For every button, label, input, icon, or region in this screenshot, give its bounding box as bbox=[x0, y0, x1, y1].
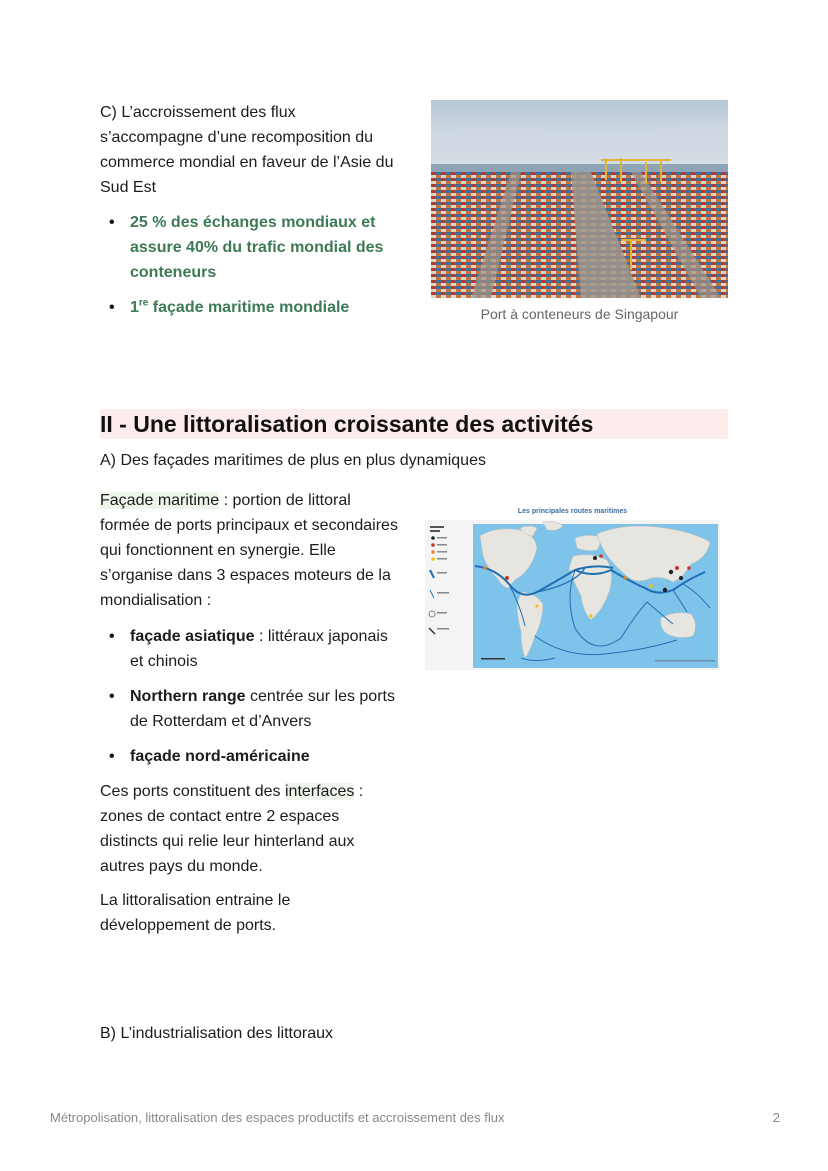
interfaces-term: interfaces bbox=[284, 783, 355, 800]
part-c-title: C) L’accroissement des flux s’accompagne d’une recomposition du commerce mondial en faveur de l’Asie du Sud Est bbox=[100, 104, 394, 196]
page-number: 2 bbox=[772, 1110, 780, 1125]
facade-item-asiatique bbox=[100, 624, 400, 674]
bullet-rest: façade maritime mondiale bbox=[148, 299, 350, 316]
port-image bbox=[431, 100, 728, 298]
facade-item-northern-range bbox=[100, 684, 400, 734]
facade-item-nord-americaine bbox=[100, 744, 400, 769]
item-rest: centrée sur les ports de Rotterdam et d’Anvers bbox=[130, 688, 395, 730]
bullet-number: 1 bbox=[130, 299, 139, 316]
section-heading: II - Une littoralisation croissante des activités bbox=[100, 409, 728, 439]
facade-term: Façade maritime bbox=[100, 492, 220, 509]
facade-definition-text: : portion de littoral formée de ports principaux et secondaires qui fonctionnent en synergie. Elle s’organise dans 3 espaces moteurs de la mondialisation : bbox=[100, 492, 398, 609]
map-title: Les principales routes maritimes bbox=[517, 508, 628, 515]
item-bold: Northern range bbox=[130, 688, 246, 705]
littoralisation-paragraph: La littoralisation entraine le développement de ports. bbox=[100, 892, 291, 934]
bullet-facade-mondiale bbox=[100, 295, 405, 320]
part-c-bullets bbox=[100, 210, 405, 320]
bullet-echanges: • 25 % des échanges mondiaux et assure 40% du trafic mondial des conteneurs bbox=[100, 210, 405, 285]
item-bold: façade nord-américaine bbox=[130, 748, 310, 765]
facade-list bbox=[100, 624, 400, 769]
subsection-b-title: B) L’industrialisation des littoraux bbox=[100, 1025, 334, 1042]
item-bold: façade asiatique bbox=[130, 628, 255, 645]
singapore-port-photo bbox=[431, 100, 728, 298]
interfaces-pre: Ces ports constituent des bbox=[100, 783, 285, 800]
interfaces-post: : zones de contact entre 2 espaces distincts qui relie leur hinterland aux autres pays du monde. bbox=[100, 783, 364, 875]
bullet-superscript: re bbox=[138, 297, 149, 309]
world-map bbox=[425, 508, 720, 670]
subsection-a-title: A) Des façades maritimes de plus en plus dynamiques bbox=[100, 452, 486, 469]
maritime-routes-map bbox=[425, 508, 720, 670]
photo-caption: Port à conteneurs de Singapour bbox=[480, 306, 679, 322]
interfaces-paragraph bbox=[100, 779, 390, 879]
item-rest: : littéraux japonais et chinois bbox=[130, 628, 388, 670]
map-legend bbox=[428, 524, 470, 634]
footer-title: Métropolisation, littoralisation des espaces productifs et accroissement des flux bbox=[50, 1110, 505, 1125]
facade-definition bbox=[100, 488, 400, 613]
